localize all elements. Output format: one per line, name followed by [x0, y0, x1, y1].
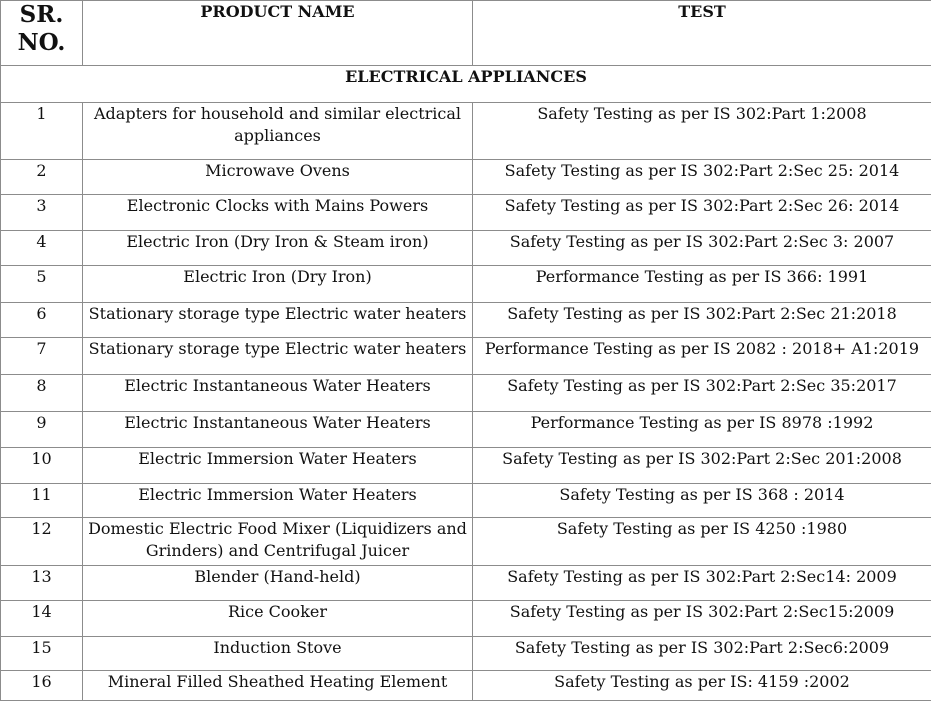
sr-no-cell: 2 [1, 160, 83, 195]
table-row [1, 338, 931, 375]
sr-no-cell: 11 [1, 484, 83, 518]
product-name-cell: Microwave Ovens [83, 160, 473, 195]
table-row [1, 566, 931, 601]
test-cell: Safety Testing as per IS 302:Part 2:Sec 26: 2014 [473, 195, 931, 231]
table-row [1, 160, 931, 195]
product-name-cell: Electric Immersion Water Heaters [83, 448, 473, 484]
test-cell: Safety Testing as per IS 302:Part 2:Sec14: 2009 [473, 566, 931, 601]
product-name-cell: Electric Instantaneous Water Heaters [83, 375, 473, 412]
table-row [1, 484, 931, 518]
test-cell: Performance Testing as per IS 366: 1991 [473, 266, 931, 303]
header-row [1, 1, 931, 66]
product-name-cell: Blender (Hand-held) [83, 566, 473, 601]
header-product-name: PRODUCT NAME [83, 1, 473, 66]
test-cell: Safety Testing as per IS 302:Part 2:Sec 35:2017 [473, 375, 931, 412]
table-row [1, 266, 931, 303]
product-name-cell: Adapters for household and similar electrical appliances [83, 103, 473, 160]
sr-no-cell: 6 [1, 303, 83, 338]
product-name-cell: Electric Iron (Dry Iron & Steam iron) [83, 231, 473, 266]
sr-no-cell: 8 [1, 375, 83, 412]
test-cell: Safety Testing as per IS 368 : 2014 [473, 484, 931, 518]
sr-no-cell: 3 [1, 195, 83, 231]
header-sr-no: SR. NO. [1, 1, 83, 66]
test-cell: Safety Testing as per IS 4250 :1980 [473, 518, 931, 566]
product-name-cell: Induction Stove [83, 637, 473, 671]
test-cell: Safety Testing as per IS 302:Part 2:Sec 21:2018 [473, 303, 931, 338]
table-row [1, 637, 931, 671]
sr-no-cell: 7 [1, 338, 83, 375]
sr-no-cell: 16 [1, 671, 83, 701]
test-cell: Safety Testing as per IS 302:Part 1:2008 [473, 103, 931, 160]
table-row [1, 303, 931, 338]
product-name-cell: Electric Immersion Water Heaters [83, 484, 473, 518]
test-cell: Safety Testing as per IS 302:Part 2:Sec6:2009 [473, 637, 931, 671]
product-name-cell: Domestic Electric Food Mixer (Liquidizers and Grinders) and Centrifugal Juicer [83, 518, 473, 566]
table-row [1, 518, 931, 566]
test-cell: Safety Testing as per IS 302:Part 2:Sec15:2009 [473, 601, 931, 637]
table-row [1, 195, 931, 231]
product-name-cell: Mineral Filled Sheathed Heating Element [83, 671, 473, 701]
product-name-cell: Rice Cooker [83, 601, 473, 637]
sr-no-cell: 10 [1, 448, 83, 484]
test-cell: Performance Testing as per IS 8978 :1992 [473, 412, 931, 448]
header-test: TEST [473, 1, 931, 66]
sr-no-cell: 14 [1, 601, 83, 637]
test-cell: Safety Testing as per IS 302:Part 2:Sec 25: 2014 [473, 160, 931, 195]
sr-no-cell: 4 [1, 231, 83, 266]
table-row [1, 231, 931, 266]
test-cell: Safety Testing as per IS: 4159 :2002 [473, 671, 931, 701]
sr-no-cell: 15 [1, 637, 83, 671]
table-row [1, 375, 931, 412]
sr-no-cell: 13 [1, 566, 83, 601]
sr-no-cell: 5 [1, 266, 83, 303]
sr-no-cell: 1 [1, 103, 83, 160]
product-name-cell: Stationary storage type Electric water heaters [83, 303, 473, 338]
product-name-cell: Electric Iron (Dry Iron) [83, 266, 473, 303]
table-row [1, 103, 931, 160]
section-title: ELECTRICAL APPLIANCES [1, 66, 931, 103]
product-name-cell: Electric Instantaneous Water Heaters [83, 412, 473, 448]
sr-no-cell: 9 [1, 412, 83, 448]
table-row [1, 601, 931, 637]
table-row [1, 671, 931, 701]
product-name-cell: Stationary storage type Electric water heaters [83, 338, 473, 375]
product-name-cell: Electronic Clocks with Mains Powers [83, 195, 473, 231]
test-cell: Safety Testing as per IS 302:Part 2:Sec 3: 2007 [473, 231, 931, 266]
sr-no-cell: 12 [1, 518, 83, 566]
table-row [1, 448, 931, 484]
table-row [1, 412, 931, 448]
section-row [1, 66, 931, 103]
test-cell: Safety Testing as per IS 302:Part 2:Sec 201:2008 [473, 448, 931, 484]
test-cell: Performance Testing as per IS 2082 : 2018+ A1:2019 [473, 338, 931, 375]
